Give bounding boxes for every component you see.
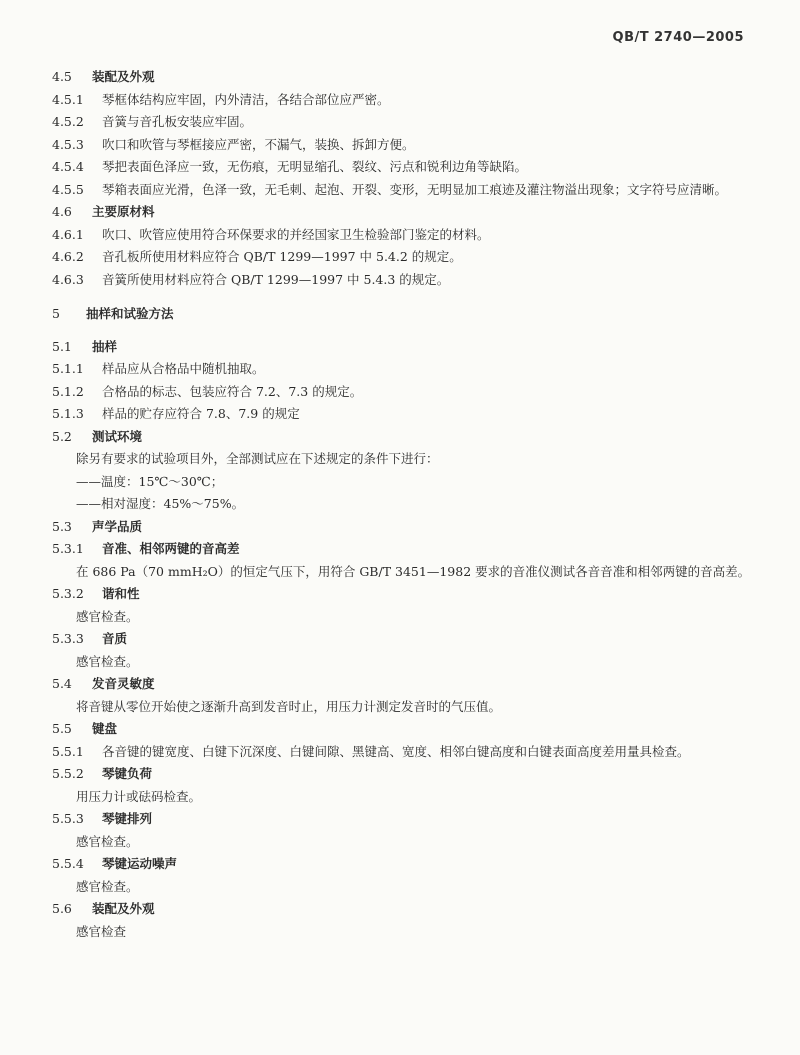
clause-text: 抽样和试验方法: [86, 306, 174, 321]
clause-number: 5.3: [52, 518, 72, 534]
clause-number: 5.3.1: [52, 541, 84, 556]
clause-text: 主要原材料: [92, 204, 155, 219]
clause-text: 吹口和吹管与琴框接应严密，不漏气，装换、拆卸方便。: [102, 136, 415, 152]
clause-text: 琴键运动噪声: [102, 856, 178, 871]
clause-number: 5.1.1: [52, 361, 84, 376]
clause-text: 用压力计或砝码检查。: [76, 788, 202, 804]
paragraph: [52, 651, 757, 674]
clause-text: 音质: [102, 631, 128, 646]
section-heading: [52, 853, 757, 876]
clause-text: 感官检查: [76, 923, 127, 939]
clause-text: 琴键负荷: [102, 766, 153, 781]
clause-text: 各音键的键宽度、白键下沉深度、白键间隙、黑键高、宽度、相邻白键高度和白键表面高度差用量具检查。: [102, 743, 690, 759]
clause-text: 感官检查。: [76, 833, 139, 849]
clause-number: 4.6.3: [52, 271, 84, 287]
section-heading: [52, 673, 757, 696]
clause-text: 琴框体结构应牢固，内外清洁，各结合部位应严密。: [102, 91, 390, 107]
section-heading: [52, 808, 757, 831]
clause-item: [52, 246, 757, 269]
clause-number: 5.5.1: [52, 743, 84, 759]
clause-item: [52, 358, 757, 381]
clause-item: [52, 89, 757, 112]
section-heading: [52, 336, 757, 359]
clause-number: 5.1: [52, 338, 72, 354]
clause-item: [52, 269, 757, 292]
paragraph: [52, 606, 757, 629]
clause-number: 5.5: [52, 721, 72, 736]
section-heading: [52, 66, 757, 89]
paragraph: [52, 561, 757, 584]
clause-number: 5.4: [52, 676, 72, 691]
section-heading: [52, 303, 757, 326]
clause-text: 感官检查。: [76, 878, 139, 894]
paragraph: [52, 786, 757, 809]
clause-text: 音孔板所使用材料应符合 QB/T 1299—1997 中 5.4.2 的规定。: [102, 249, 462, 264]
clause-text: 除另有要求的试验项目外，全部测试应在下述规定的条件下进行：: [76, 451, 439, 466]
paragraph: [52, 448, 757, 471]
clause-number: 4.6: [52, 204, 72, 219]
document-body: [52, 66, 757, 943]
clause-item: [52, 741, 757, 764]
section-heading: [52, 583, 757, 606]
paragraph: [52, 831, 757, 854]
clause-number: 5.5.3: [52, 811, 84, 826]
clause-number: 5: [52, 306, 60, 321]
section-heading: [52, 426, 757, 449]
clause-text: 琴键排列: [102, 811, 153, 826]
clause-text: 将音键从零位开始使之逐渐升高到发音时止，用压力计测定发音时的气压值。: [76, 698, 502, 714]
clause-number: 5.6: [52, 901, 72, 916]
clause-number: 5.3.2: [52, 586, 84, 601]
section-heading: [52, 201, 757, 224]
clause-number: 5.2: [52, 428, 72, 444]
section-heading: [52, 538, 757, 561]
clause-text: 抽样: [92, 338, 118, 354]
clause-text: 合格品的标志、包装应符合 7.2、7.3 的规定。: [102, 383, 363, 399]
clause-number: 4.5.2: [52, 114, 84, 129]
clause-text: 音准、相邻两键的音高差: [102, 541, 240, 556]
section-heading: [52, 516, 757, 539]
clause-item: [52, 179, 757, 202]
clause-number: 4.5.3: [52, 136, 84, 152]
clause-number: 4.5: [52, 69, 72, 84]
clause-text: 装配及外观: [92, 901, 155, 916]
section-heading: [52, 718, 757, 741]
clause-text: 谐和性: [102, 586, 140, 601]
clause-text: 感官检查。: [76, 653, 139, 669]
clause-number: 4.5.1: [52, 91, 84, 107]
clause-number: 4.5.4: [52, 159, 84, 174]
clause-number: 4.6.2: [52, 249, 84, 264]
paragraph: [52, 876, 757, 899]
clause-text: 音簧所使用材料应符合 QB/T 1299—1997 中 5.4.3 的规定。: [102, 271, 450, 287]
clause-number: 4.6.1: [52, 226, 84, 242]
clause-text: 琴箱表面应光滑，色泽一致，无毛刺、起泡、开裂、变形，无明显加工痕迹及灌注物溢出现象；文字符号应清晰。: [102, 181, 728, 197]
clause-text: 键盘: [92, 721, 118, 736]
clause-item: [52, 156, 757, 179]
clause-number: 4.5.5: [52, 181, 84, 197]
clause-item: [52, 403, 757, 426]
clause-text: 样品的贮存应符合 7.8、7.9 的规定: [102, 406, 300, 421]
clause-number: 5.5.2: [52, 766, 84, 781]
clause-number: 5.1.2: [52, 383, 84, 399]
clause-number: 5.5.4: [52, 856, 84, 871]
section-heading: [52, 898, 757, 921]
clause-text: 样品应从合格品中随机抽取。: [102, 361, 265, 376]
clause-text: 装配及外观: [92, 69, 155, 84]
clause-item: [52, 111, 757, 134]
paragraph: [52, 471, 757, 494]
clause-text: ——相对湿度：45%～75%。: [76, 496, 245, 511]
standard-code-header: QB/T 2740—2005: [612, 30, 744, 45]
clause-text: 琴把表面色泽应一致，无伤痕，无明显缩孔、裂纹、污点和锐利边角等缺陷。: [102, 159, 528, 174]
section-heading: [52, 628, 757, 651]
clause-text: 测试环境: [92, 428, 143, 444]
clause-number: 5.1.3: [52, 406, 84, 421]
clause-text: 声学品质: [92, 518, 143, 534]
paragraph: [52, 921, 757, 944]
clause-number: 5.3.3: [52, 631, 84, 646]
paragraph: [52, 696, 757, 719]
clause-text: 感官检查。: [76, 608, 139, 624]
clause-text: 发音灵敏度: [92, 676, 155, 691]
clause-text: 吹口、吹管应使用符合环保要求的并经国家卫生检验部门鉴定的材料。: [102, 226, 490, 242]
clause-text: 在 686 Pa（70 mmH₂O）的恒定气压下，用符合 GB/T 3451—1982 要求的音准仪测试各音音准和相邻两键的音高差。: [76, 563, 751, 579]
clause-item: [52, 224, 757, 247]
section-heading: [52, 763, 757, 786]
clause-text: 音簧与音孔板安装应牢固。: [102, 114, 253, 129]
clause-item: [52, 381, 757, 404]
clause-text: ——温度：15℃～30℃；: [76, 473, 224, 489]
paragraph: [52, 493, 757, 516]
clause-item: [52, 134, 757, 157]
